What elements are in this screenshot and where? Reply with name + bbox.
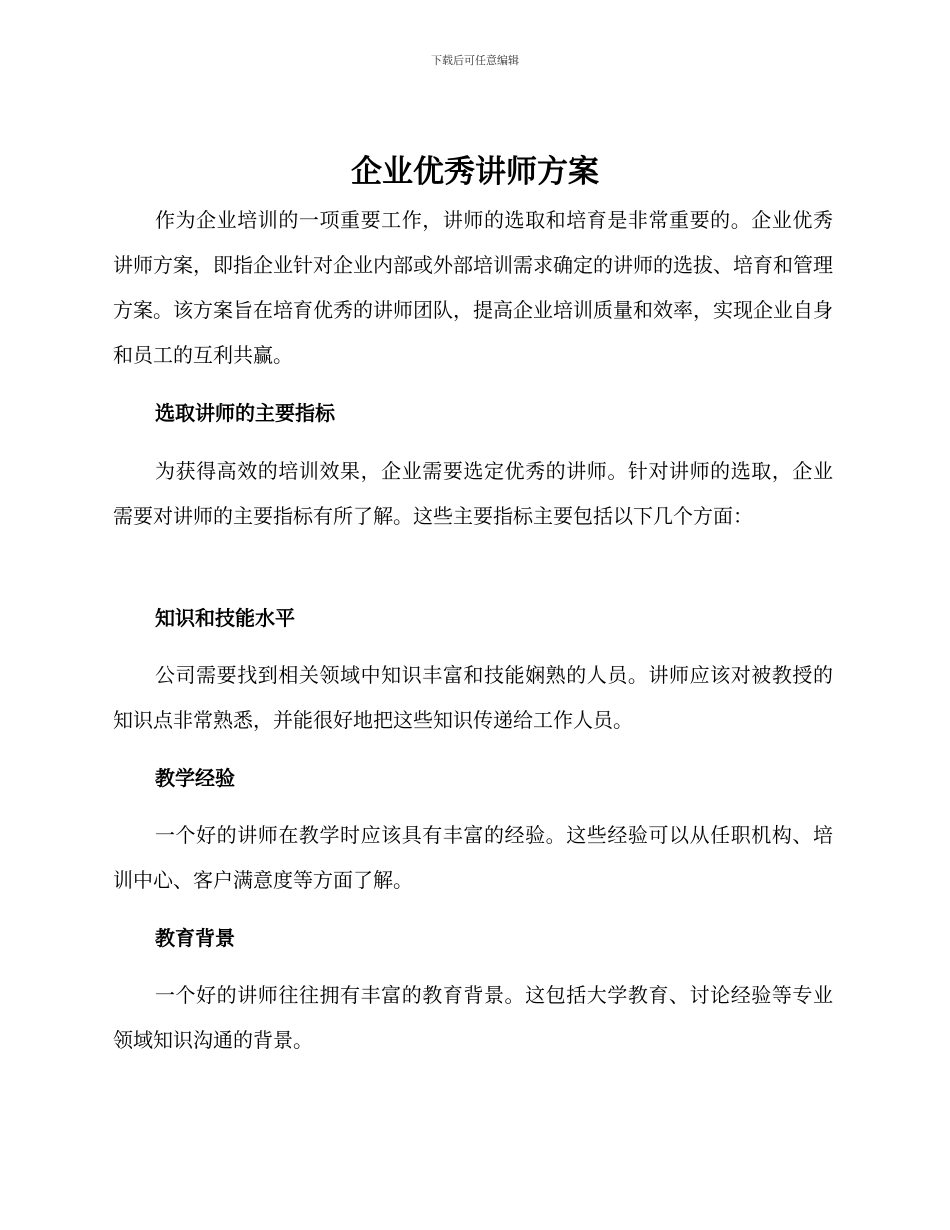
document-title: 企业优秀讲师方案: [351, 154, 599, 190]
section-body-knowledge-skills: 公司需要找到相关领域中知识丰富和技能娴熟的人员。讲师应该对被教授的知识点非常熟悉，并能很好地把这些知识传递给工作人员。: [113, 663, 833, 732]
section-heading-knowledge-skills: 知识和技能水平: [155, 606, 295, 630]
section-heading-education-background: 教育背景: [155, 926, 235, 950]
page-header-note: 下载后可任意编辑: [431, 54, 519, 67]
section-heading-teaching-experience: 教学经验: [155, 766, 235, 790]
intro-paragraph: 作为企业培训的一项重要工作，讲师的选取和培育是非常重要的。企业优秀讲师方案，即指企业针对企业内部或外部培训需求确定的讲师的选拔、培育和管理方案。该方案旨在培育优秀的讲师团队，提高企业培训质量和效率，实现企业自身和员工的互利共赢。: [113, 208, 833, 367]
section-heading-selection-criteria: 选取讲师的主要指标: [155, 401, 335, 425]
section-body-teaching-experience: 一个好的讲师在教学时应该具有丰富的经验。这些经验可以从任职机构、培训中心、客户满意度等方面了解。: [113, 823, 833, 892]
section-body-selection-criteria: 为获得高效的培训效果，企业需要选定优秀的讲师。针对讲师的选取，企业需要对讲师的主要指标有所了解。这些主要指标主要包括以下几个方面：: [113, 459, 833, 528]
section-body-education-background: 一个好的讲师往往拥有丰富的教育背景。这包括大学教育、讨论经验等专业领域知识沟通的背景。: [113, 983, 833, 1052]
